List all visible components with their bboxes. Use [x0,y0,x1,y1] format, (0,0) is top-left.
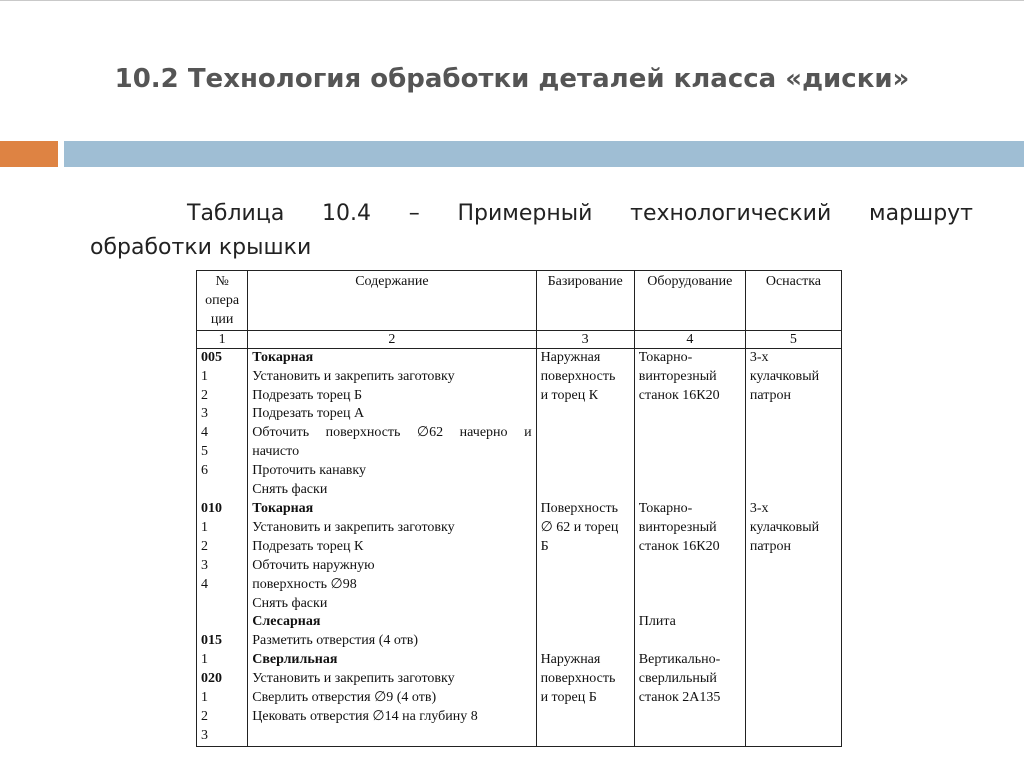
op-number: 015 [201,633,222,649]
equipment-text: Токарно- [638,349,693,365]
header-row [197,271,842,331]
basing-text: поверхность [540,368,616,384]
step-text: Обточить наружную [252,557,375,573]
op-number: 005 [201,349,222,365]
step-number: 1 [201,652,208,668]
step-number: 2 [201,387,208,403]
content-cell [248,348,536,746]
header-equipment: Оборудование [634,271,745,331]
step-number: 4 [201,425,208,441]
header-content: Содержание [248,271,536,331]
table-caption [90,197,973,265]
step-text: Подрезать торец Б [252,387,363,403]
step-number: 6 [201,463,208,479]
tooling-text: 3-х [749,500,769,516]
op-name: Токарная [252,500,314,516]
step-text: Снять фаски [252,595,328,611]
column-number: 2 [248,330,536,348]
op-number: 020 [201,671,222,687]
accent-bar-orange [0,141,58,167]
equipment-text: Вертикально- [638,652,721,668]
caption-line-1: Таблица 10.4 – Примерный технологический маршрут [187,201,973,226]
step-number: 3 [201,406,208,422]
header-op-line: опера [205,292,240,308]
basing-text: поверхность [540,670,616,686]
equipment-text: винторезный [638,368,717,384]
step-text: поверхность ∅98 [252,576,357,592]
step-number: 2 [201,538,208,554]
tooling-text: патрон [749,387,791,403]
column-number: 4 [634,330,745,348]
tooling-text: патрон [749,538,791,554]
step-number: 1 [201,368,208,384]
column-number-row [197,330,842,348]
header-tooling: Оснастка [745,271,841,331]
column-number: 5 [745,330,841,348]
op-numbers-cell [197,348,248,746]
step-text: Обточить поверхность ∅62 начерно и [252,425,532,441]
equipment-cell [634,348,745,746]
basing-text: ∅ 62 и торец [540,519,619,535]
equipment-text: Токарно- [638,500,693,516]
basing-text: и торец К [540,387,599,403]
op-name: Токарная [252,349,314,365]
tooling-text: кулачковый [749,368,820,384]
step-text: Разметить отверстия (4 отв) [252,633,419,649]
op-name: Сверлильная [252,652,338,668]
step-number: 3 [201,557,208,573]
header-basing: Базирование [536,271,634,331]
step-text: Сверлить отверстия ∅9 (4 отв) [252,690,437,706]
basing-text: Наружная [540,652,601,668]
step-text: Проточить канавку [252,463,367,479]
column-number: 1 [197,330,248,348]
step-text: Цековать отверстия ∅14 на глубину 8 [252,708,478,724]
step-number: 1 [201,519,208,535]
header-op-number [197,271,248,331]
tooling-cell [745,348,841,746]
equipment-text: винторезный [638,519,717,535]
step-text: Подрезать торец А [252,406,365,422]
op-name: Слесарная [252,614,321,630]
step-text: Снять фаски [252,482,328,498]
column-number: 3 [536,330,634,348]
step-number: 5 [201,444,208,460]
basing-text: Наружная [540,349,601,365]
route-table [196,270,842,747]
basing-text: Б [540,538,549,554]
basing-text: и торец Б [540,689,597,705]
tooling-text: 3-х [749,349,769,365]
step-text: начисто [252,444,300,460]
equipment-text: сверлильный [638,670,717,686]
basing-cell [536,348,634,746]
step-number: 2 [201,708,208,724]
equipment-text: станок 2А135 [638,689,721,705]
caption-line-2: обработки крышки [90,235,312,260]
slide-title: 10.2 Технология обработки деталей класса «диски» [114,64,910,94]
equipment-text: станок 16К20 [638,538,720,554]
equipment-text: станок 16К20 [638,387,720,403]
table-body-row [197,348,842,746]
equipment-text: Плита [638,614,676,630]
step-text: Установить и закрепить заготовку [252,519,455,535]
basing-text: Поверхность [540,500,618,516]
step-number: 1 [201,689,208,705]
step-text: Подрезать торец К [252,538,364,554]
accent-bar-blue [64,141,1024,167]
step-number: 3 [201,727,208,743]
step-text: Установить и закрепить заготовку [252,671,455,687]
top-border [0,0,1024,1]
step-text: Установить и закрепить заготовку [252,368,455,384]
step-number: 4 [201,576,208,592]
header-op-line: ции [210,311,234,327]
op-number: 010 [201,500,222,516]
tooling-text: кулачковый [749,519,820,535]
header-op-line: № [215,274,229,289]
